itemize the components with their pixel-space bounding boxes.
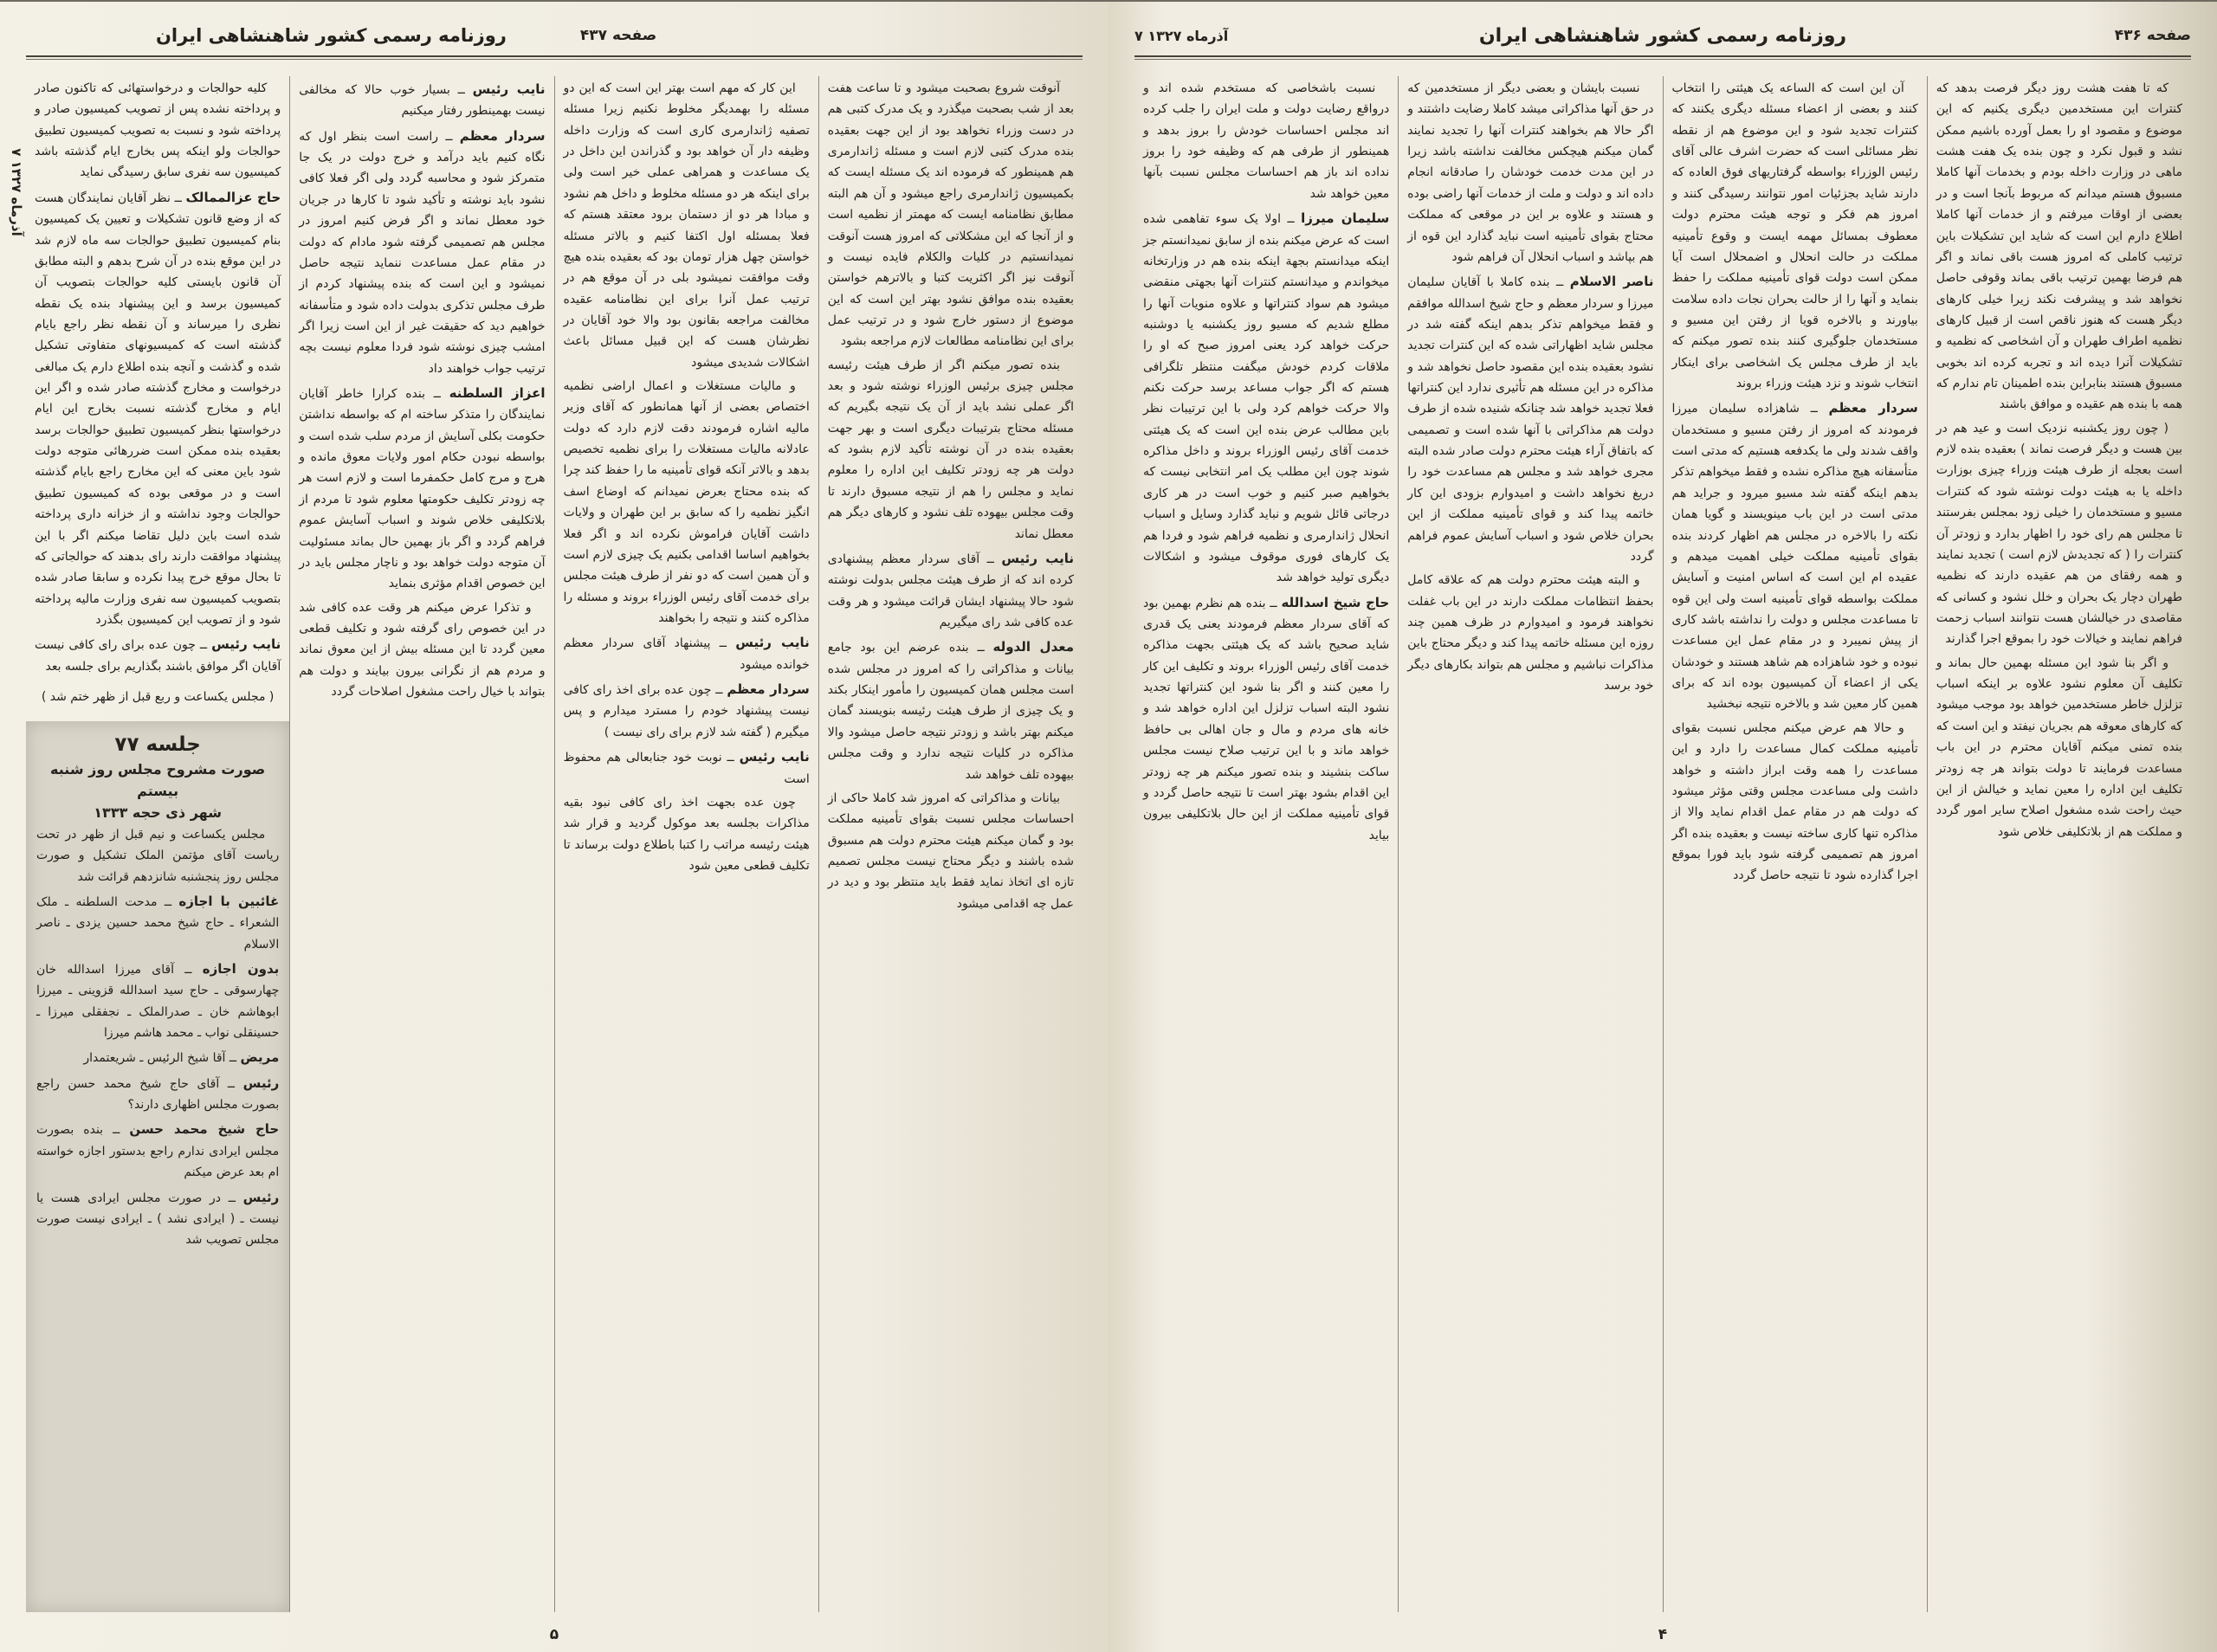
speaker-name: نایب رئیس	[735, 635, 810, 651]
issue-date: ۷ آذرماه ۱۳۲۷	[1134, 27, 1229, 44]
speaker-name: سردار معظم	[727, 681, 810, 698]
body-paragraph: مجلس یکساعت و نیم قبل از ظهر در تحت ریاست آقای مؤتمن الملک تشکیل و صورت مجلس روز پنجشنبه شانزدهم قرائت شد	[36, 827, 280, 884]
speech-paragraph: مریض ــ آقا شیخ الرئیس ـ شریعتمدار	[83, 1049, 280, 1066]
speaker-name: نایب رئیس	[1001, 550, 1074, 566]
session-number-title: جلسه ۷۷	[114, 733, 201, 757]
text-column	[1928, 76, 2191, 1612]
body-paragraph: و البته هیئت محترم دولت هم که علاقه کامل بحفظ انتظامات مملکت دارند در این باب غفلت نخواهند فرمود و امیدوارم در ظرف همین چند روزه این مسئله خاتمه پیدا کند و دیگر محتاج باین مذاکرات نباشیم و مجلس هم بتواند بکارهای دیگر خود برسد	[1407, 573, 1654, 694]
left-page-number: صفحه ۴۳۷	[579, 27, 657, 44]
speech-paragraph: حاج شیخ اسدالله ــ بنده هم نظرم بهمین بود که آقای سردار معظم فرمودند یعنی یک قدری شاید صحیح باشد که یک هیئتی بجهت مذاکره خدمت آقای رئیس الوزراء بروند و تکلیف این کار را معین کنند و اگر بنا شود این کنتراتها تجدید نشود البته اسباب تزلزل این اداره خواهد شد و خانه های مردم و مال و جان اهالی بی حافظ خواهد ماند و با این ترتیب صلاح نیست مجلس ساکت بنشیند و بنده تصور میکنم هر چه زودتر این اقدام بشود بهتر است تا نتیجه حاصل گردد و قوای تأمینیه مملکت از این حال بلاتکلیفی بیرون بیاید	[1143, 594, 1390, 842]
body-paragraph: نسبت باشخاصی که مستخدم شده اند و درواقع رضایت دولت و ملت ایران را جلب کرده اند مجلس احساسات خودش را بروز بدهد و همینطور از طرفی هم که وظیفه خود را بروز نداده اند باز هم احساسات مجلس نسبت بآنها معین خواهد شد	[1143, 81, 1390, 201]
text-column	[1134, 76, 1399, 1612]
right-page-columns	[1134, 76, 2191, 1612]
speech-paragraph: غائبین با اجازه ــ مدحت السلطنه ـ ملک الشعراء ـ حاج شیخ محمد حسین یزدی ـ ناصر الاسلام	[36, 893, 280, 952]
speech-paragraph: سلیمان میرزا ــ اولا یک سوء تفاهمی شده است که عرض میکنم بنده از سابق نمیدانستم جز اینکه میدانستم بجهة اینکه بنده هم در وزارتخانه میخواندم و میدانستم کنترات آنها بجهتی منقضی میشود هم سواد کنتراتها و علاوه منویات آنها را مطلع شدیم که مسیو روز یکشنبه یا دوشنبه حرکت خواهد کرد یعنی امروز صبح که او را ملاقات کردم خودش میگفت منتظر تلگرافی هستم که اگر جواب مساعد برسد حرکت نکنم والا حرکت خواهم کرد ولی با این ترتیبات نظر باین مطالب عرض بنده این است که یک هیئتی خدمت آقای رئیس الوزراء بروند و داخل مذاکره شوند چون این مطلب یک امر انتخابی نیست که بخواهیم صبر کنیم و خوب است در هر کاری درجاتی قائل شویم و نباید گذارد وسایل و اسباب انحلال ژاندارمری و نظمیه فراهم شود و فردا هم یک کارهای فوری موقوف میشود و اشکالات دیگری تولید خواهد شد	[1143, 210, 1390, 585]
speech-paragraph: سردار معظم ــ راست است بنظر اول که نگاه کنیم باید درآمد و خرج دولت در یک جا متمرکز شود و محاسبه گردد ولی اگر فعلا کافی نشود باید نوشته و تأکید شود تا کارها در جریان خود معطل نماند و اگر فرض کنیم امروز در مجلس هم تصمیمی گرفته شود مادام که دولت در مقام عمل مساعدت ننماید نتیجه حاصل نمیشود و این است که بنده پیشنهاد کردم از طرف مجلس تذکری بدولت داده شود و متأسفانه خواهیم دید که حقیقت غیر از این است زیرا اگر امشب چیزی نوشته شود فردا معلوم نیست بچه ترتیب جواب خواهند داد	[299, 127, 546, 376]
left-page-header	[26, 16, 1083, 57]
text-column	[1664, 76, 1928, 1612]
session-box	[26, 721, 289, 1612]
text-column	[1399, 76, 1663, 1612]
masthead-title: روزنامه رسمی کشور شاهنشاهی ایران	[156, 25, 507, 46]
centered-note: ( مجلس یکساعت و ربع قبل از ظهر ختم شد )	[41, 690, 275, 705]
speech-paragraph: معدل الدوله ــ بنده عرضم این بود جامع بیانات و مذاکراتی را که امروز در مجلس شده است مجلس همان کمیسیون را مأمور اینکار بکند و یک چیزی از طرف هیئت رئیسه بنویسند گمان میکنم بهتر باشد و زودتر نتیجه حاصل میشود والا مذاکره در کلیات نتیجه ندارد و وقت مجلس بیهوده تلف خواهد شد	[827, 639, 1074, 782]
speech-paragraph: حاج عزالممالک ــ نظر آقایان نمایندگان هست که از وضع قانون تشکیلات و تعیین یک کمیسیون بنام کمیسیون تطبیق حوالجات سه ماه لازم شد در این موقع بنده در آن شرح بدهم و البته مطابق آن قانون بایستی کلیه حوالجات بتصویب آن کمیسیون برسد و این پیشنهاد بنده یک نقطه نظری را میرساند و آن نقطه نظر راجع بایام گذشته است که کمیسیونهای متفاوتی تشکیل شده و گذشت و آنچه بنده اطلاع دارم یک مبالغی درخواست و مخارج گذشته صادر شده و اگر این ایام و مخارج گذشته نسبت بخارج این ایام درخواستها بنظر کمیسیون تطبیق حوالجات برسد بعقیده بنده ممکن است ضررهائی متوجه دولت شود باین معنی که این مخارج راجع بایام گذشته است و در موقعی بوده که کمیسیون تطبیق حوالجات وجود نداشته و از خزانه داری پرداخته شده است باین دلیل تقاضا میکنم اگر با این پیشنهاد موافقت دارند رای بدهند که حوالجاتی که تا بحال موقع خرج پیدا نکرده و سابقا صادر شده بتصویب کمیسیون سه نفری وزارت مالیه پرداخته شود و از تصویب این کمیسیون بگذرد	[35, 189, 281, 627]
speech-paragraph: نایب رئیس ــ پیشنهاد آقای سردار معظم خوانده میشود	[563, 635, 810, 672]
body-paragraph: آن این است که الساعه یک هیئتی را انتخاب کنند و بعضی از اعضاء مسئله دیگری یکنند که کنترات تجدید شود و این موضوع هم از نقطه نظر مسائلی است که حضرت اشرف عالی آقای رئیس الوزراء بواسطه گرفتاریهای فوق العاده که دارند شاید بجزئیات امور نتوانند رسیدگی کنند و امروز هم فکر و توجه هیئت محترم دولت معطوف بمسائل مهمه ایست و وقوع تأمینیه مملکت در حالت انحلال و اضمحلال است آیا ممکن است دولت قوای تأمینیه مملکت را حفظ بنماید و آنها را از حالت بحران نجات داده سلامت بیاورند و بالاخره قویا از رفتن این مسیو و مستخدمان جلوگیری کنند بنده تصور میکنم که باید از طرف مجلس یک اشخاصی برای اینکار انتخاب شوند و نزد هیئت وزراء بروند	[1671, 81, 1918, 391]
speaker-name: نایب رئیس	[472, 81, 546, 97]
speaker-name: بدون اجازه	[202, 960, 280, 977]
speaker-name: حاج شیخ اسدالله	[1281, 594, 1390, 610]
speaker-name: سردار معظم	[459, 127, 546, 144]
speaker-name: رئیس	[242, 1074, 280, 1091]
body-paragraph: کلیه حوالجات و درخواستهائی که تاکنون صادر و پرداخته نشده پس از تصویب کمیسیون صادر و پرداخته شود و نسبت به تصویب کمیسیون تطبیق حوالجات ولو اینکه پس بخارج ایام گذشته باشد کمیسیون سه نفری سابق رسیدگی نماید	[35, 81, 281, 180]
body-paragraph: ( چون روز یکشنبه نزدیک است و عید هم در بین هست و دیگر فرصت نماند ) بعقیده بنده لازم است بعجله از طرف هیئت وزراء چیزی بوزارت داخله یا به هیئت دولت نوشته شود که کنترات مسیو و مستخدمان را خیلی زود بمجلس بفرستند تا مجلس هم رای خود را اظهار بدارد و زودتر آن کنترات را ( که تجدیدش لازم است ) تجدید نمایند و همه رفقای من هم عقیده دارند که نظمیه طهران دچار یک بحران و خلل نشود و کسانی که مقاصدی در خیالشان هست نتوانند اسباب زحمت فراهم نمایند و خیالات خود را بموقع اجرا گذارند	[1936, 421, 2182, 647]
speech-paragraph: نایب رئیس ــ نوبت خود جنابعالی هم محفوظ است	[563, 749, 810, 786]
masthead-title: روزنامه رسمی کشور شاهنشاهی ایران	[1478, 24, 1847, 47]
page-437	[0, 0, 1108, 1652]
left-page-columns	[26, 76, 1083, 1612]
body-paragraph: بیانات و مذاکراتی که امروز شد کاملا حاکی از احساسات مجلس نسبت بقوای تأمینیه مملکت بود و گمان میکنم هیئت محترم دولت هم مسبوق شده باشند و دیگر محتاج نیست مجلس تصمیم تازه ای اتخاذ نماید فقط باید منتظر بود و دید در عمل چه اقدامی میشود	[827, 791, 1074, 911]
body-paragraph: که تا هفت هشت روز دیگر فرصت بدهد که کنترات این مستخدمین دیگری یکنیم که این موضوع و مقصود او را بعمل آورده باشیم ممکن نشد و قبول نکرد و چون بنده یک هفت هشت ماهی در وزارت داخله بودم و بخدمات آنها کاملا مسبوق هستم میدانم که مربوط بآنجا است و در بعضی از اوقات میرفتم و از خدمات آنها کاملا اطلاع دارم این است که شاید این تشکیلات باین ترتیب کاملی که امروز هست باقی نماند و اگر هم فرضا بهمین ترتیب باقی بماند وقوفی حاصل نخواهد شد و پیشرفت نکند زیرا خیلی کارهای دیگر هست که هنوز ناقص است از قبیل کارهای نظمیه اطراف طهران و آن اشخاصی که نظمیه و تشکیلات آنرا دیده اند و تجربه کرده اند بخوبی مسبوق هستند بنابراین بنده اطمینان تام ندارم که همه با بنده هم عقیده و موافق باشند	[1936, 81, 2182, 412]
left-page-margin-date: ۷ آذرماه ۱۳۲۷	[9, 148, 24, 236]
speaker-name: سلیمان میرزا	[1301, 210, 1390, 227]
body-paragraph: و اگر بنا شود این مسئله بهمین حال بماند و تکلیف آن معلوم نشود علاوه بر اینکه اسباب تزلزل خاطر مستخدمین خواهد بود موجب میشود که کارهای معوقه هم بجریان نیفتد و این است که بنده تمنی میکنم آقایان محترم در این باب مساعدت فرمایند تا دولت بتواند هر چه زودتر تکلیف این اداره را معین نماید و خیالش از این حیث راحت شده مشغول اصلاح سایر امور گردد و مملکت هم از بلاتکلیفی خلاص شود	[1936, 655, 2182, 839]
speaker-name: ناصر الاسلام	[1569, 274, 1654, 290]
session-subtitle: صورت مشروح مجلس روز شنبه بیستم	[50, 761, 266, 800]
left-page-footer-number: ۵	[549, 1626, 559, 1643]
speech-paragraph: بدون اجازه ــ آقای میرزا اسدالله خان چهارسوقی ـ حاج سید اسدالله قزوینی ـ میرزا ابوهاشم خان ـ صدرالملک ـ نجفقلی میرزا ـ حسینقلی نواب ـ محمد هاشم میرزا	[36, 960, 280, 1041]
speech-paragraph: حاج شیخ محمد حسن ــ بنده بصورت مجلس ایرادی ندارم راجع بدستور اجازه خواسته ام بعد عرض میکنم	[36, 1121, 280, 1180]
body-paragraph: آنوقت شروع بصحبت میشود و تا ساعت هفت بعد از شب بصحبت میگذرد و یک مدرک کتبی هم در دست وزراء نخواهد بود از این جهت بعقیده بنده مدرک کتبی لازم است و مسئله ژاندارمری هم همینطور که فرموده اند یک مسئله ایست که بکمیسیون ژاندارمری راجع میشود و آن هم البته مطابق نظامنامه ایست که مهمتر از نظمیه است و از آنجا که این مشکلاتی که امروز هست آنوقت نمیدانستیم در کلیات والکلام فایده نیست و آنوقت نیز اگر اکثریت کتبا و بالاترهم خواستن بعقیده بنده موافق نشود بهتر این است که این موضوع از دستور خارج شود و در ترتیب عمل برای این نظامنامه مطالعات لازم مراجعه بشود	[827, 81, 1074, 349]
session-subtitle: شهر ذی حجه ۱۳۳۳	[94, 804, 222, 822]
speaker-name: رئیس	[242, 1189, 280, 1205]
speaker-name: سردار معظم	[1828, 400, 1918, 416]
speech-paragraph: اعزاز السلطنه ــ بنده کرارا خاطر آقایان نمایندگان را متذکر ساخته ام که بواسطه نداشتن حکومت بکلی آسایش از مردم سلب شده است و بواسطه نبودن حکام امور ولایات معوق مانده و هرج و مرج کامل حکمفرما است و لازم است هر چه زودتر تکلیف حکومتها معلوم شود تا مردم از بلاتکلیفی خلاص شوند و اسباب آسایش عموم فراهم گردد و اگر باز بهمین حال بماند مسئولیت آن متوجه دولت خواهد بود و ناچار مجلس باید در این خصوص اقدام مؤثری بنماید	[299, 385, 546, 591]
body-paragraph: و حالا هم عرض میکنم مجلس نسبت بقوای تأمینیه مملکت کمال مساعدت را دارد و این مساعدت را همه وقت ابراز داشته و خواهد داشت ولی مساعدت مجلس وقتی مؤثر میشود که دولت هم در مقام عمل اقدام نماید والا از مذاکره تنها کاری ساخته نیست و بعقیده بنده اگر امروز هم تصمیمی گرفته شود باید فورا بموقع اجرا گذارده شود تا نتیجه حاصل گردد	[1671, 720, 1918, 883]
speech-paragraph: سردار معظم ــ شاهزاده سلیمان میرزا فرمودند که امروز از رفتن مسیو و مستخدمان واقف شدند ولی ما یکدفعه هستیم که مدتی است متأسفانه هیچ مذاکره نشده و فقط میخواهم تذکر بدهم اینکه گفته شد مسیو میرود و جراید هم مدتی است در این باب مینویسند و گویا همان نکته را بالاخره در مجلس هم اظهار کردند بنده بقوای تأمینیه مملکت خیلی اهمیت میدهم و عقیده ام این است که اساس امنیت و آسایش مملکت بواسطه قوای تأمینیه است ولی این قوه تا مساعدت مجلس و دولت را نداشته باشد کاری از پیش نمیبرد و در مقام عمل این مساعدت نبوده و خود شاهزاده هم شاهد هستند و خودشان یکی از اعضاء آن کمیسیون بوده اند که برای همین کار معین شد و بالاخره نتیجه نبخشید	[1671, 400, 1918, 712]
speech-paragraph: ناصر الاسلام ــ بنده کاملا با آقایان سلیمان میرزا و سردار معظم و حاج شیخ اسدالله موافقم و فقط میخواهم تذکر بدهم اینکه گفته شد در مجلس شاید اظهاراتی شده که این کنترات تجدید نشود بعقیده بنده این مقصود حاصل نخواهد شد و مذاکره در این مسئله هم تأثیری ندارد این کنتراتها فعلا تجدید خواهد شد چنانکه شنیده شده از طرف دولت هم مذاکراتی با آنها شده است و تصمیمی که باتفاق آراء هیئت محترم دولت صادر شده البته مجری خواهد شد و مجلس هم مساعدت خود را دریغ نخواهد داشت و امیدوارم بزودی این کار خاتمه پیدا کند و قوای تأمینیه مملکت از این بحران خلاص شود و اسباب آسایش عموم فراهم گردد	[1407, 274, 1654, 564]
speech-paragraph: رئیس ــ آقای حاج شیخ محمد حسن راجع بصورت مجلس اظهاری دارند؟	[36, 1074, 280, 1113]
speech-paragraph: رئیس ــ در صورت مجلس ایرادی هست یا نیست ـ ( ایرادی نشد ) ـ ایرادی نیست صورت مجلس تصویب شد	[36, 1189, 280, 1248]
speaker-name: حاج شیخ محمد حسن	[129, 1121, 280, 1138]
body-paragraph: نسبت بایشان و بعضی دیگر از مستخدمین که در حق آنها مذاکراتی میشد کاملا رضایت داشتند و اگر حالا هم بخواهند کنترات آنها را تجدید نمایند گمان میکنم هیچکس مخالفت نداشته باشد زیرا در این مدت خدمت خودشان را صادقانه انجام داده اند و دولت و ملت از خدمات آنها راضی بوده و هستند و علاوه بر این در موقعی که مملکت محتاج بقوای تأمینیه است نباید گذارد این قوه از هم بپاشد و اسباب انحلال آن فراهم شود	[1407, 81, 1654, 264]
speech-paragraph: سردار معظم ــ چون عده برای اخذ رای کافی نیست پیشنهاد خودم را مسترد میدارم و پس میگیرم ( گفته شد لازم برای رای نیست )	[563, 681, 810, 739]
text-column	[555, 76, 819, 1612]
speaker-name: حاج عزالممالک	[185, 189, 281, 205]
speaker-name: نایب رئیس	[211, 636, 281, 653]
body-paragraph: بنده تصور میکنم اگر از طرف هیئت رئیسه مجلس چیزی برئیس الوزراء نوشته شود و بعد اگر عملی نشد باید از آن یک نتیجه بگیریم که مسئله محتاج بترتیبات دیگری است و بهر جهت بعقیده بنده در آن نوشته تأکید لازم بشود که دولت هر چه زودتر تکلیف این اداره را معلوم نماید و مجلس را هم از نتیجه مسبوق دارند تا وقت مجلس بیهوده تلف نشود و کارهای دیگر هم معطل نماند	[827, 358, 1074, 541]
body-paragraph: و تذکرا عرض میکنم هر وقت عده کافی شد در این خصوص رای گرفته شود و تکلیف قطعی معین گردد تا این مسئله بیش از این معوق نماند و مردم هم از نگرانی بیرون بیایند و دولت هم بتواند با خیال راحت مشغول اصلاحات گردد	[299, 600, 546, 700]
speaker-name: اعزاز السلطنه	[449, 385, 546, 402]
speech-paragraph: نایب رئیس ــ آقای سردار معظم پیشنهادی کرده اند که از طرف هیئت مجلس بدولت نوشته شود حالا پیشنهاد ایشان قرائت میشود و هر وقت عده کافی شد رای میگیریم	[827, 550, 1074, 629]
speech-paragraph: نایب رئیس ــ چون عده برای رای کافی نیست آقایان اگر موافق باشند بگذاریم برای جلسه بعد	[35, 636, 281, 674]
speaker-name: نایب رئیس	[739, 749, 810, 765]
speaker-name: غائبین با اجازه	[178, 893, 280, 909]
right-page-header	[1134, 16, 2191, 57]
speaker-name: معدل الدوله	[992, 639, 1074, 655]
body-paragraph: چون عده بجهت اخذ رای کافی نبود بقیه مذاکرات بجلسه بعد موکول گردید و قرار شد هیئت رئیسه مراتب را کتبا باطلاع دولت برساند تا تکلیف قطعی معین شود	[563, 795, 810, 873]
speaker-name: مریض	[240, 1049, 280, 1066]
right-page-footer-number: ۴	[1658, 1626, 1668, 1643]
text-column	[26, 76, 290, 1612]
speech-paragraph: نایب رئیس ــ بسیار خوب حالا که مخالفی نیست بهمینطور رفتار میکنیم	[299, 81, 546, 119]
page-436	[1108, 0, 2217, 1652]
body-paragraph: این کار که مهم است بهتر این است که این دو مسئله را بهمدیگر مخلوط نکنیم زیرا مسئله تصفیه ژاندارمری کاری است که وزارت داخله وظیفه دار آن خواهد بود و گذراندن این داخل در یک مساعدت و همراهی عملی خیر است ولی برای اینکه هر دو مسئله مخلوط و داخل هم نشود و مبادا هر دو از دستمان برود معتقد هستم که فعلا بمسئله اول اکتفا کنیم و بالاتر مسئله خواستن چهل هزار تومان بود که بعقیده بنده هیچ وقت موافقت نمیشود بلی در آن موقع هم در ترتیب عمل آنرا برای این نظامنامه عقیده مخالفت مراجعه بقانون بود والا خود آقایان در نظرشان هست که این قبیل مسائل باعث اشکالات شدیدی میشود	[563, 81, 810, 370]
text-column	[819, 76, 1083, 1612]
body-paragraph: و مالیات مستغلات و اعمال اراضی نظمیه اختصاص بعضی از آنها همانطور که آقای وزیر مالیه اشاره فرمودند دقت لازم دارد که دولت عادلانه مالیات مستغلات را برای نظمیه تخصیص بدهد و بالاتر آنکه قوای تأمینیه ما را حفظ کند چرا که بنده محتاج بعرض نمیدانم که اوضاع اسف انگیز نظمیه را که سابق بر این طهران و ولایات داشت آقایان فراموش نکرده اند و اگر فعلا بخواهیم اساسا اقدامی بکنیم یک چیزی لازم است و آن همین است که دو نفر از طرف هیئت مجلس برای خدمت آقای رئیس الوزراء بروند و مسئله را مذاکره کنند و نتیجه را بخواهند	[563, 379, 810, 625]
right-page-number: صفحه ۴۳۶	[2114, 27, 2191, 44]
text-column	[290, 76, 554, 1612]
